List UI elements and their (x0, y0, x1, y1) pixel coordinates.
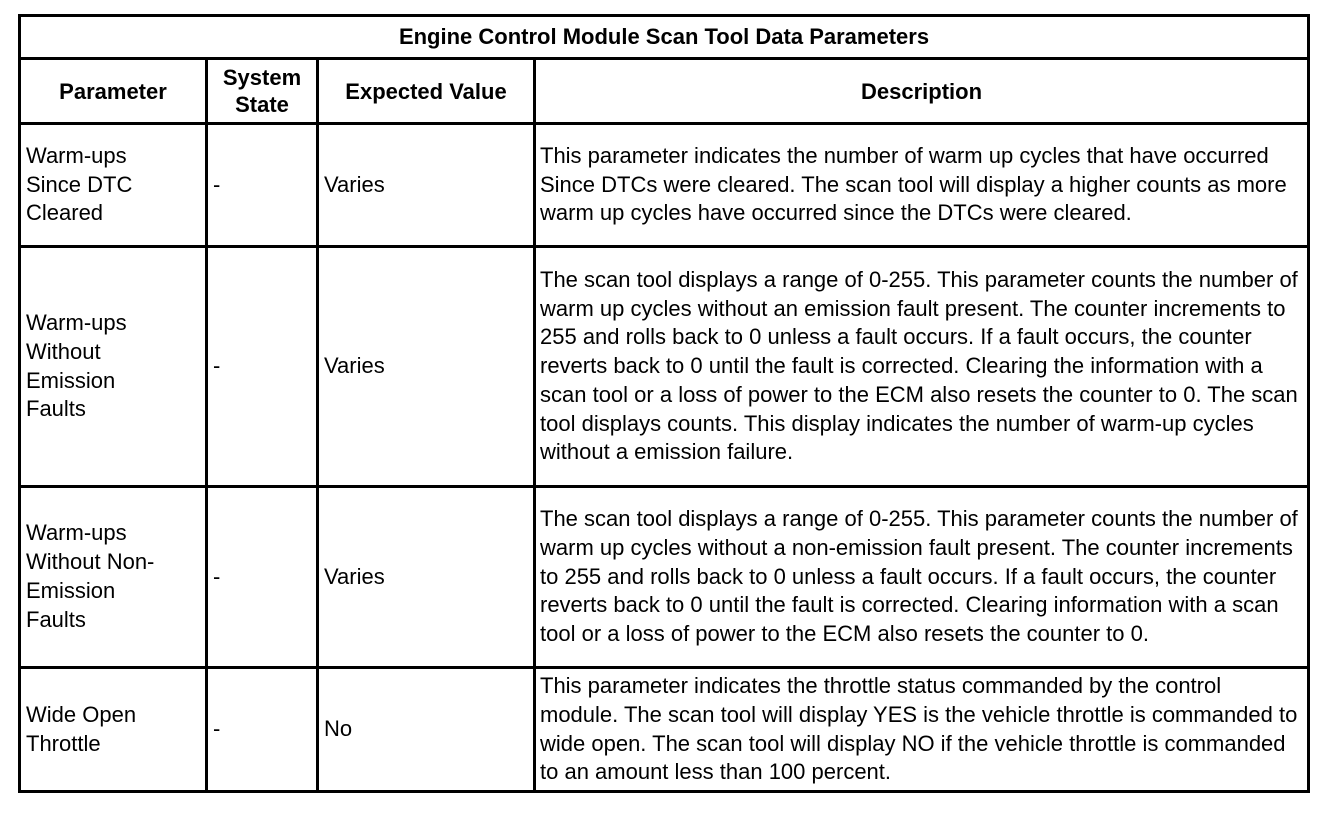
table-row (20, 668, 1309, 792)
cell-system-state: - (207, 247, 318, 487)
table-title-row (20, 16, 1309, 59)
cell-description: The scan tool displays a range of 0-255. This parameter counts the number of warm up cycles without a non-emission fault present. The counter increments to 255 and rolls back to 0 unless a fault occurs. If a fault occurs, the counter reverts back to 0 until the fault is corrected. Clearing information with a scan tool or a loss of power to the ECM also resets the counter to 0. (535, 487, 1309, 668)
cell-system-state: - (207, 124, 318, 247)
cell-description: This parameter indicates the throttle status commanded by the control module. The scan tool will display YES is the vehicle throttle is commanded to wide open. The scan tool will display NO if the vehicle throttle is commanded to an amount less than 100 percent. (535, 668, 1309, 792)
cell-expected-value: Varies (318, 124, 535, 247)
cell-expected-value: Varies (318, 487, 535, 668)
cell-parameter: Wide Open Throttle (20, 668, 207, 792)
cell-parameter: Warm-ups Without Non- Emission Faults (20, 487, 207, 668)
cell-system-state: - (207, 487, 318, 668)
table-title: Engine Control Module Scan Tool Data Parameters (20, 16, 1309, 59)
table-row (20, 487, 1309, 668)
table-row (20, 124, 1309, 247)
cell-expected-value: Varies (318, 247, 535, 487)
header-system-state: System State (207, 59, 318, 124)
cell-description: This parameter indicates the number of warm up cycles that have occurred Since DTCs were cleared. The scan tool will display a higher counts as more warm up cycles have occurred since the DTCs were cleared. (535, 124, 1309, 247)
cell-system-state: - (207, 668, 318, 792)
cell-parameter: Warm-ups Without Emission Faults (20, 247, 207, 487)
header-expected-value: Expected Value (318, 59, 535, 124)
cell-description: The scan tool displays a range of 0-255. This parameter counts the number of warm up cycles without an emission fault present. The counter increments to 255 and rolls back to 0 unless a fault occurs. If a fault occurs, the counter reverts back to 0 until the fault is corrected. Clearing the information with a scan tool or a loss of power to the ECM also resets the counter to 0. The scan tool displays counts. This display indicates the number of warm-up cycles without a emission failure. (535, 247, 1309, 487)
table-row (20, 247, 1309, 487)
scan-tool-data-table (18, 14, 1310, 793)
cell-parameter: Warm-ups Since DTC Cleared (20, 124, 207, 247)
table-header-row (20, 59, 1309, 124)
header-parameter: Parameter (20, 59, 207, 124)
header-description: Description (535, 59, 1309, 124)
cell-expected-value: No (318, 668, 535, 792)
